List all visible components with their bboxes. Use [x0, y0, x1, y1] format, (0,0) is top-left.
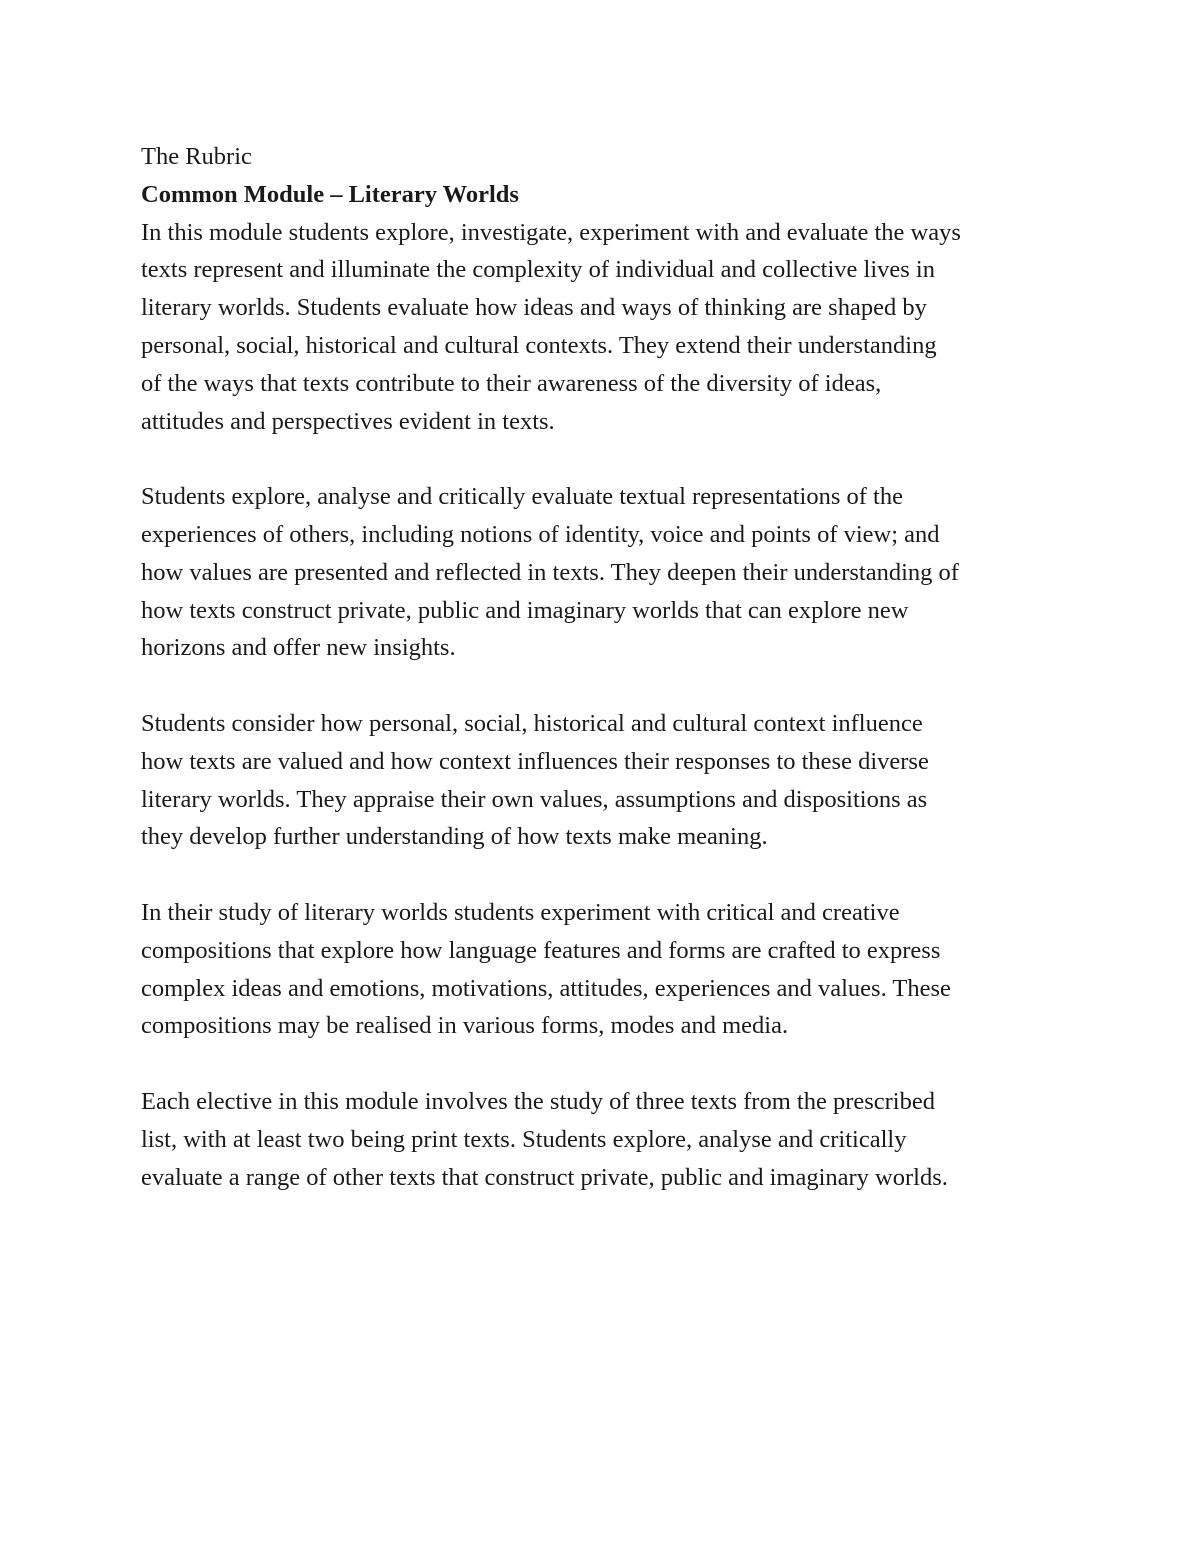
paragraph-line: compositions that explore how language features and forms are crafted to express — [141, 936, 941, 964]
paragraph-line: In their study of literary worlds students experiment with critical and creative — [141, 898, 900, 926]
paragraph-line: how texts are valued and how context influences their responses to these diverse — [141, 747, 929, 775]
paragraph-line: personal, social, historical and cultural contexts. They extend their understanding — [141, 331, 937, 359]
paragraph-line: of the ways that texts contribute to their awareness of the diversity of ideas, — [141, 369, 882, 397]
paragraph-representations — [141, 478, 1071, 667]
paragraph-line: compositions may be realised in various forms, modes and media. — [141, 1012, 789, 1040]
paragraph-line: Students consider how personal, social, historical and cultural context influence — [141, 709, 923, 737]
paragraph-compositions — [141, 894, 1071, 1045]
paragraph-line: In this module students explore, investigate, experiment with and evaluate the ways — [141, 218, 961, 246]
paragraph-electives — [141, 1083, 1071, 1196]
paragraph-line: complex ideas and emotions, motivations, attitudes, experiences and values. These — [141, 974, 951, 1002]
paragraph-line: horizons and offer new insights. — [141, 634, 456, 662]
rubric-label: The Rubric — [141, 143, 252, 170]
paragraph-line: evaluate a range of other texts that construct private, public and imaginary worlds. — [141, 1163, 948, 1191]
paragraph-line: how texts construct private, public and imaginary worlds that can explore new — [141, 596, 909, 624]
document-body — [141, 138, 1071, 1196]
paragraph-line: how values are presented and reflected in texts. They deepen their understanding of — [141, 558, 959, 586]
paragraph-line: experiences of others, including notions of identity, voice and points of view; and — [141, 520, 940, 548]
paragraph-line: Each elective in this module involves the study of three texts from the prescribed — [141, 1087, 935, 1115]
paragraph-intro — [141, 214, 1071, 441]
paragraph-line: attitudes and perspectives evident in texts. — [141, 407, 555, 435]
module-title: Common Module – Literary Worlds — [141, 180, 519, 208]
paragraph-line: Students explore, analyse and critically evaluate textual representations of the — [141, 483, 903, 511]
paragraph-line: literary worlds. Students evaluate how ideas and ways of thinking are shaped by — [141, 294, 927, 322]
paragraph-line: list, with at least two being print texts. Students explore, analyse and critically — [141, 1125, 907, 1153]
paragraph-line: they develop further understanding of how texts make meaning. — [141, 823, 768, 851]
paragraph-context — [141, 705, 1071, 856]
paragraph-line: literary worlds. They appraise their own values, assumptions and dispositions as — [141, 785, 928, 813]
paragraph-line: texts represent and illuminate the complexity of individual and collective lives in — [141, 256, 935, 284]
